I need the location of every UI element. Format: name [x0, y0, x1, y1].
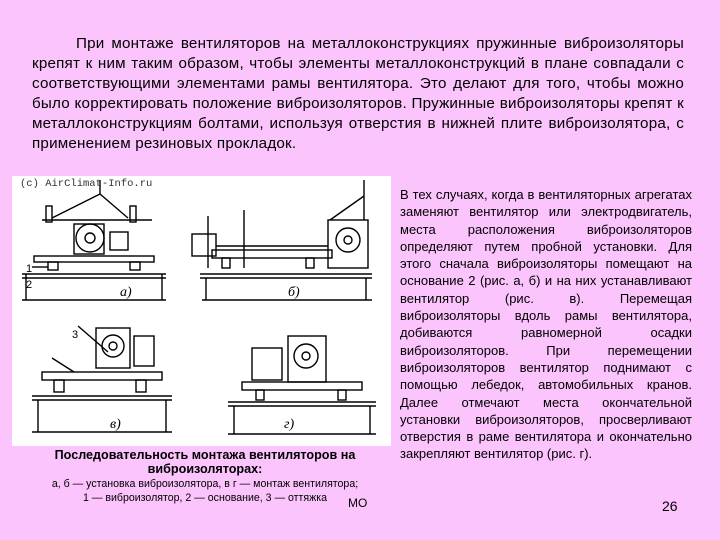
mounting-figure: [12, 176, 391, 446]
callout-number-3: 3: [72, 329, 79, 341]
side-paragraph: В тех случаях, когда в вентиляторных агрегатах заменяют вентилятор или электродвигатель, места расположения виброизоляторов определяют путем пробной установки. Для этого сначала виброизоляторы помещают на основание 2 (рис. а, б) и на них устанавливают вентилятор (рис. в). Перемещая виброизоляторы вдоль рамы вентилятора, добиваются равномерной осадки виброизоляторов. При перемещении виброизоляторов вентилятор поднимают с помощью лебедок, автомобильных кранов. Далее отмечают места окончательной установки виброизоляторов, просверливают отверстия в раме вентилятора и окончательно закрепляют вентилятор (рис. г).: [400, 187, 692, 462]
panel-b-drawing: [192, 180, 372, 300]
intro-paragraph: [32, 34, 684, 154]
caption-legend-line1: а, б — установка виброизолятора, в г — монтаж вентилятора;: [51, 478, 359, 490]
panel-v-drawing: [32, 326, 172, 432]
intro-paragraph-text: При монтаже вентиляторов на металлоконструкциях пружинные виброизоляторы крепят к ним таким образом, чтобы элементы металлоконструкций в плане совпадали с соответствующими элементами рамы вентилятора. Это делают для того, чтобы можно было корректировать положение виброизоляторов. Пружинные виброизоляторы крепят к металлоконструкциям болтами, используя отверстия в нижней плите виброизолятора, с применением резиновых прокладок.: [32, 35, 684, 152]
callout-number-2: 2: [26, 279, 33, 291]
panel-a-label: а): [120, 285, 132, 300]
panel-a-drawing: [22, 180, 166, 300]
panel-g-label: г): [284, 417, 295, 432]
panel-v-label: в): [110, 417, 121, 432]
mo-mark: МО: [348, 496, 368, 510]
page-number: 26: [662, 498, 678, 514]
panel-b-label: б): [288, 285, 300, 300]
mounting-diagram: [12, 176, 391, 446]
caption-legend-line2: 1 — виброизолятор, 2 — основание, 3 — оттяжка: [83, 492, 327, 504]
watermark: (c) AirClimat-Info.ru: [20, 178, 153, 190]
figure-caption: [30, 448, 380, 505]
panel-g-drawing: [228, 336, 376, 434]
callout-number-1: 1: [26, 263, 33, 275]
caption-title: Последовательность монтажа вентиляторов на виброизоляторах:: [54, 448, 356, 476]
